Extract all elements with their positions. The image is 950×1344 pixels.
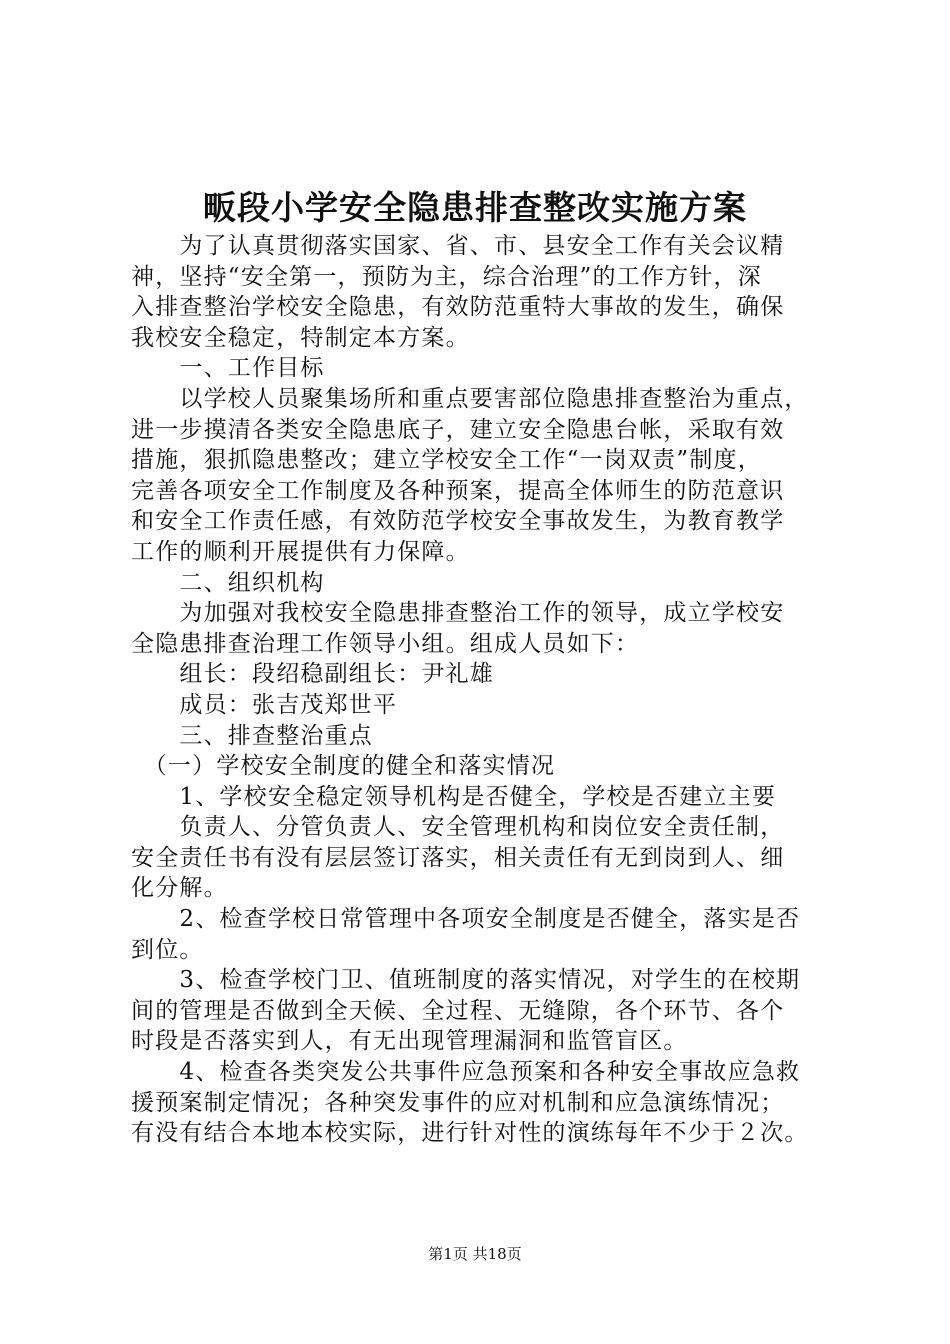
text-line: 三、排查整治重点	[131, 722, 373, 749]
text-line: 工作的顺利开展提供有力保障。	[131, 538, 470, 565]
text-line: 我校安全稳定，特制定本方案。	[131, 324, 470, 351]
text-line: 入排查整治学校安全隐患，有效防范重特大事故的发生，确保	[131, 294, 785, 321]
text-line: 安全责任书有没有层层签订落实，相关责任有无到岗到人、细	[131, 844, 785, 871]
text-line: 2、检查学校日常管理中各项安全制度是否健全，落实是否	[131, 906, 801, 933]
text-line: 4、检查各类突发公共事件应急预案和各种安全事故应急救	[131, 1059, 801, 1086]
document-body	[131, 231, 841, 1149]
text-line: 为加强对我校安全隐患排查整治工作的领导，成立学校安	[131, 600, 785, 627]
text-line: 为了认真贯彻落实国家、省、市、县安全工作有关会议精	[131, 233, 785, 259]
text-line: 一、工作目标	[131, 355, 325, 382]
text-line: 进一步摸清各类安全隐患底子，建立安全隐患台帐，采取有效	[131, 416, 785, 443]
text-line: 和安全工作责任感，有效防范学校安全事故发生，为教育教学	[131, 508, 785, 535]
text-line: 间的管理是否做到全天候、全过程、无缝隙，各个环节、各个	[131, 997, 785, 1024]
text-line: 时段是否落实到人，有无出现管理漏洞和监管盲区。	[131, 1028, 688, 1055]
text-line: 到位。	[131, 936, 204, 963]
text-line: 成员：张吉茂郑世平	[131, 691, 398, 718]
text-line: 神，坚持“安全第一，预防为主，综合治理”的工作方针，深	[131, 263, 762, 290]
text-line: 3、检查学校门卫、值班制度的落实情况，对学生的在校期	[131, 967, 801, 994]
text-line: 二、组织机构	[131, 569, 325, 596]
document-title: 畈段小学安全隐患排查整改实施方案	[203, 188, 747, 227]
text-line: 以学校人员聚集场所和重点要害部位隐患排查整治为重点，	[131, 385, 809, 412]
text-line: 措施，狠抓隐患整改；建立学校安全工作“一岗双责”制度，	[131, 447, 762, 474]
text-line: 有没有结合本地本校实际，进行针对性的演练每年不少于２次。	[131, 1120, 809, 1147]
text-line: 化分解。	[131, 875, 228, 902]
text-line: 负责人、分管负责人、安全管理机构和岗位安全责任制，	[131, 814, 785, 841]
text-line: 完善各项安全工作制度及各种预案，提高全体师生的防范意识	[131, 477, 785, 504]
text-line: 组长：段绍稳副组长：尹礼雄	[131, 661, 494, 688]
text-line: 援预案制定情况；各种突发事件的应对机制和应急演练情况；	[131, 1089, 785, 1116]
text-line: （一）学校安全制度的健全和落实情况	[131, 753, 556, 780]
text-line: 全隐患排查治理工作领导小组。组成人员如下：	[131, 630, 640, 657]
text-line: 1、学校安全稳定领导机构是否健全，学校是否建立主要	[131, 783, 777, 810]
page-number: 第1页 共18页	[428, 1245, 522, 1263]
